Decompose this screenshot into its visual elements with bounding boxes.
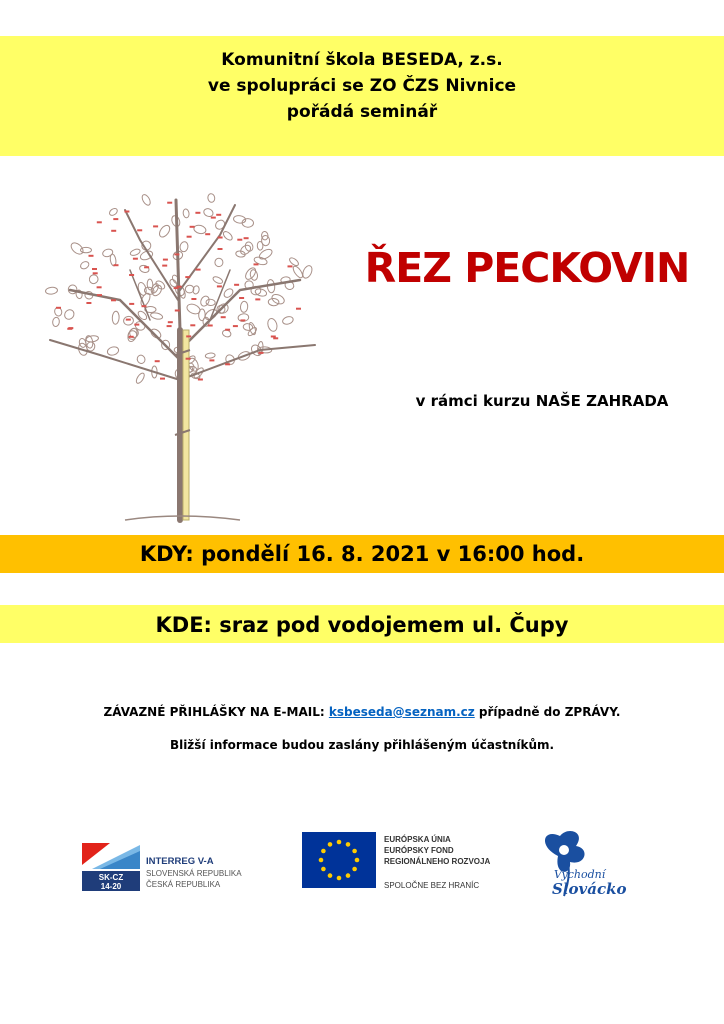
eu-logo <box>302 830 522 892</box>
interreg-years-text: 14-20 <box>100 882 122 891</box>
course-subtitle: v rámci kurzu NAŠE ZAHRADA <box>415 392 669 410</box>
info-line: Bližší informace budou zaslány přihlášeným účastníkům. <box>169 738 555 752</box>
slovacko-line2: Slovácko <box>552 880 627 898</box>
tree-illustration-icon <box>30 180 330 530</box>
location-band <box>0 605 724 643</box>
event-type-line: pořádá seminář <box>286 102 438 122</box>
interreg-title: INTERREG V-A <box>146 856 214 867</box>
interreg-logo <box>80 835 290 895</box>
slovacko-line1: Východní <box>554 868 606 881</box>
location-text: KDE: sraz pod vodojemem ul. Čupy <box>155 613 569 637</box>
eu-line3: REGIONÁLNEHO ROZVOJA <box>384 857 491 866</box>
registration-suffix: případně do ZPRÁVY. <box>474 705 621 719</box>
interreg-line2: ČESKÁ REPUBLIKA <box>146 880 221 889</box>
eu-line4: SPOLOČNE BEZ HRANÍC <box>384 881 480 890</box>
eu-line1: EURÓPSKA ÚNIA <box>384 835 451 844</box>
interreg-badge-text: SK-CZ <box>98 873 124 882</box>
registration-line <box>0 705 724 719</box>
date-band <box>0 535 724 573</box>
eu-line2: EURÓPSKY FOND <box>384 846 454 855</box>
organizer-line: Komunitní škola BESEDA, z.s. <box>221 50 503 70</box>
email-link[interactable]: ksbeseda@seznam.cz <box>328 705 475 719</box>
registration-prefix: ZÁVAZNÉ PŘIHLÁŠKY NA E-MAIL: <box>103 705 329 719</box>
cooperation-line: ve spolupráci se ZO ČZS Nivnice <box>207 76 517 96</box>
slovacko-logo <box>528 826 628 904</box>
header-band <box>0 36 724 156</box>
date-time-text: KDY: pondělí 16. 8. 2021 v 16:00 hod. <box>139 542 585 566</box>
interreg-line1: SLOVENSKÁ REPUBLIKA <box>146 869 242 878</box>
seminar-title: ŘEZ PECKOVIN <box>364 244 690 292</box>
